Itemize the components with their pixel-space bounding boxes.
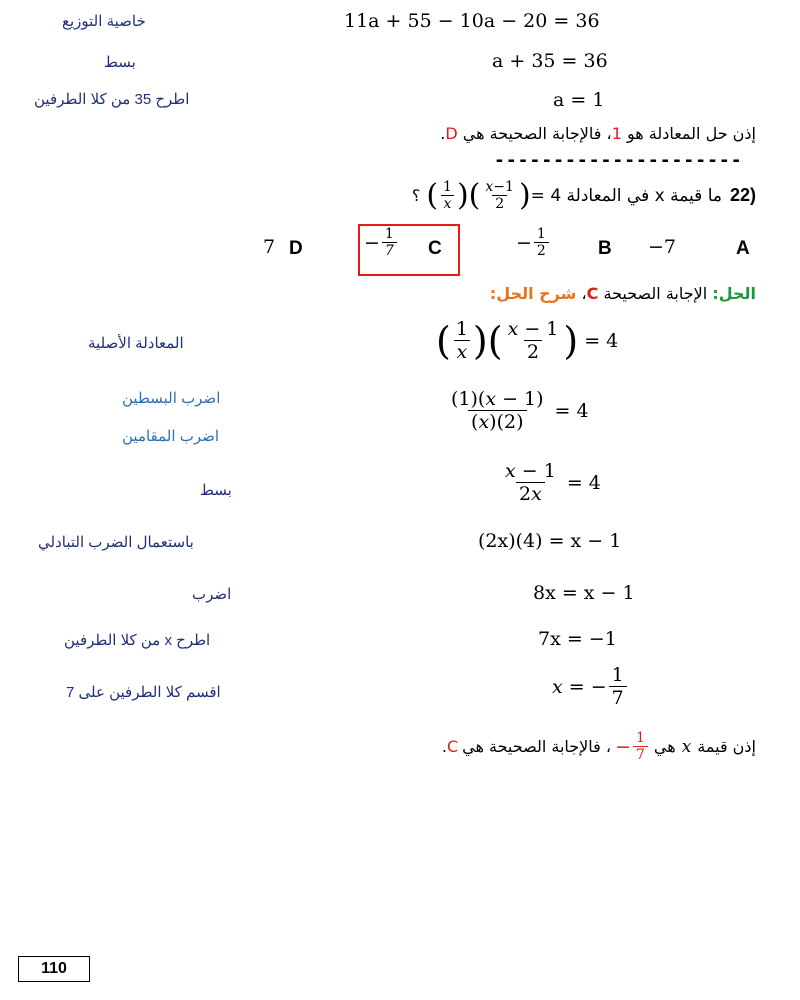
option-c-value: − $\frac{1}{7}$ bbox=[364, 226, 399, 259]
question-prompt: ما قيمة x في المعادلة 4 = bbox=[530, 185, 722, 206]
question-expression: ( $\frac{1}{x}$ ) ( $\frac{x-1}{2}$ ) bbox=[426, 178, 531, 213]
page-number-box bbox=[18, 956, 90, 982]
step-note-subtract-35: اطرح 35 من كلا الطرفين bbox=[34, 91, 190, 108]
equation-line-3: a = 1 bbox=[553, 89, 605, 111]
answer-line: الحل: الإجابة الصحيحة C، شرح الحل: bbox=[489, 284, 756, 303]
step-note-subtract-x: اطرح x من كلا الطرفين bbox=[64, 632, 211, 649]
step-note-distributive: خاصية التوزيع bbox=[62, 13, 146, 30]
final-conclusion: إذن قيمة x هي − $\frac{1}{7}$ ، فالإجابة الصحيحة هي C . bbox=[441, 730, 756, 763]
option-d-value: 7 bbox=[263, 236, 276, 258]
conclusion-letter: D bbox=[445, 124, 458, 143]
conclusion-pre: إذن حل المعادلة هو bbox=[626, 124, 756, 143]
step-eq-subtract-x: 7x = −1 bbox=[538, 628, 617, 650]
option-a-value: −7 bbox=[648, 236, 677, 258]
step-note-simplify: بسط bbox=[104, 54, 136, 71]
final-mid: هي bbox=[653, 737, 676, 756]
step-note-cross-multiply: باستعمال الضرب التبادلي bbox=[38, 534, 194, 551]
final-value: − $\frac{1}{7}$ bbox=[615, 730, 650, 763]
solution-label: الحل: bbox=[712, 284, 756, 303]
step-eq-original: ( $\frac{1}{x}$ ) ( $\frac{x - 1}{2}$ ) = 4 bbox=[436, 318, 619, 363]
final-letter: C bbox=[446, 737, 459, 756]
step-note-multiply-denominators: اضرب المقامين bbox=[122, 428, 220, 445]
step-note-multiply: اضرب bbox=[192, 586, 232, 603]
separator-dashes: --------------------- bbox=[494, 150, 743, 171]
option-d-letter: D bbox=[289, 238, 303, 259]
final-post: ، فالإجابة الصحيحة هي bbox=[462, 737, 612, 756]
option-c-letter: C bbox=[428, 238, 442, 259]
step-note-divide-7: اقسم كلا الطرفين على 7 bbox=[66, 684, 221, 701]
step-eq-simplified: $\frac{x - 1}{2x}$ = 4 bbox=[505, 460, 601, 505]
step-eq-multiplied: $\frac{(1)(x - 1)}{(x)(2)}$ = 4 bbox=[451, 388, 589, 433]
question-number: 22) bbox=[729, 185, 756, 205]
option-b-value: − $\frac{1}{2}$ bbox=[516, 226, 551, 259]
conclusion-mid: ، فالإجابة الصحيحة هي bbox=[462, 124, 612, 143]
conclusion-line-top: إذن حل المعادلة هو 1، فالإجابة الصحيحة هي D. bbox=[440, 124, 756, 143]
option-b-letter: B bbox=[598, 238, 612, 259]
step-note-simplify-2: بسط bbox=[200, 482, 232, 499]
question-mark: ؟ bbox=[411, 186, 421, 205]
final-pre: إذن قيمة bbox=[697, 737, 756, 756]
question-line bbox=[412, 178, 756, 213]
option-a-letter: A bbox=[736, 238, 750, 259]
equation-line-1: 11a + 55 − 10a − 20 = 36 bbox=[344, 10, 600, 32]
answer-text: الإجابة الصحيحة bbox=[603, 284, 708, 303]
explanation-label: شرح الحل: bbox=[489, 284, 577, 303]
final-var: x bbox=[681, 736, 692, 757]
equation-line-2: a + 35 = 36 bbox=[492, 50, 608, 72]
step-eq-multiply: 8x = x − 1 bbox=[533, 582, 635, 604]
answer-letter: C bbox=[586, 284, 599, 303]
step-note-multiply-numerators: اضرب البسطين bbox=[122, 390, 221, 407]
step-eq-final: x = − $\frac{1}{7}$ bbox=[552, 664, 629, 709]
step-eq-cross-multiply: (2x)(4) = x − 1 bbox=[478, 530, 622, 552]
step-note-original: المعادلة الأصلية bbox=[88, 335, 184, 352]
conclusion-value: 1 bbox=[611, 124, 622, 143]
page-number: 110 bbox=[41, 960, 67, 977]
